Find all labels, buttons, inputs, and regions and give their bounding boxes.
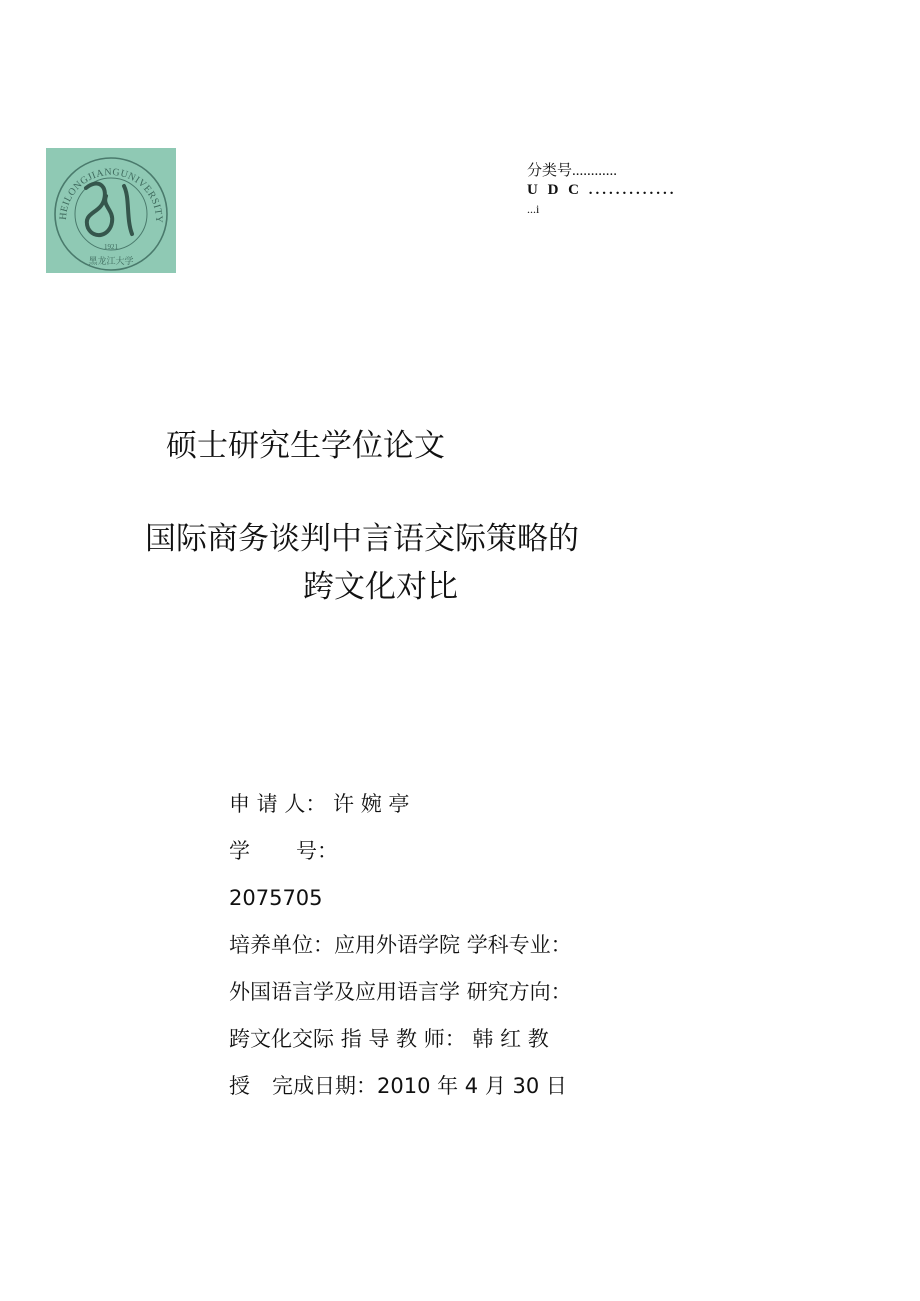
seal-bottom-text: 黑龙江大学 xyxy=(88,257,134,267)
unit-major-row xyxy=(229,922,829,969)
major-label: 学科专业： xyxy=(466,933,572,957)
classification-extra: ...i xyxy=(527,202,540,216)
student-number-value: 2075705 xyxy=(229,886,323,910)
advisor-date-row xyxy=(229,1063,829,1110)
applicant-label: 申 请 人： xyxy=(229,792,327,816)
applicant-info xyxy=(229,781,829,1110)
student-number-label-a: 学 xyxy=(229,839,250,863)
advisor-title-cont: 授 xyxy=(229,1074,250,1098)
seal-year: 1921 xyxy=(104,243,118,251)
degree-type-heading: 硕士研究生学位论文 xyxy=(166,428,445,464)
class-number-value: ............ xyxy=(572,163,618,179)
thesis-title xyxy=(145,515,665,611)
university-seal xyxy=(46,148,176,273)
udc-value: ............. xyxy=(588,182,677,198)
major-direction-row xyxy=(229,969,829,1016)
applicant-name: 许 婉 亭 xyxy=(333,792,410,816)
date-label: 完成日期： xyxy=(272,1074,377,1098)
date-value: 2010 年 4 月 30 日 xyxy=(377,1074,567,1098)
thesis-title-line1: 国际商务谈判中言语交际策略的 xyxy=(145,521,579,557)
student-number-row xyxy=(229,828,829,875)
class-number-label: 分类号 xyxy=(527,163,573,179)
udc-row xyxy=(527,181,727,200)
major-value: 外国语言学及应用语言学 xyxy=(229,980,460,1004)
class-number-row xyxy=(527,162,727,181)
advisor-name: 韩 红 教 xyxy=(472,1027,549,1051)
direction-label: 研究方向： xyxy=(466,980,572,1004)
direction-advisor-row xyxy=(229,1016,829,1063)
student-number-label-b: 号： xyxy=(296,839,338,863)
classification-block xyxy=(527,162,727,219)
unit-value: 应用外语学院 xyxy=(334,933,460,957)
seal-ring-text: HEILONGJIANGUNIVERSITY xyxy=(57,166,165,224)
thesis-title-line2: 跨文化对比 xyxy=(303,569,458,605)
advisor-label: 指 导 教 师： xyxy=(340,1027,466,1051)
applicant-row xyxy=(229,781,829,828)
direction-value: 跨文化交际 xyxy=(229,1027,334,1051)
university-seal-icon xyxy=(46,148,176,273)
udc-label: U D C xyxy=(527,182,582,198)
unit-label: 培养单位： xyxy=(229,933,334,957)
